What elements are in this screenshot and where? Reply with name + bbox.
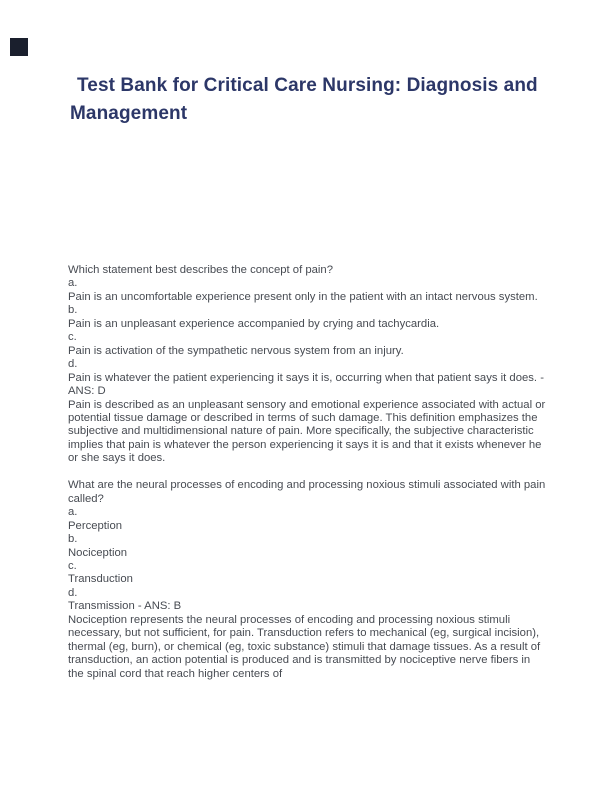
question-prompt: Which statement best describes the concept of pain? (68, 264, 333, 276)
option-letter-a: a. (68, 277, 78, 290)
option-letter-a: a. (68, 506, 78, 519)
option-letter-b: b. (68, 304, 78, 317)
question-prompt: What are the neural processes of encoding and processing noxious stimuli associated with pain called? (68, 479, 546, 505)
option-text-d: Transmission - ANS: B (68, 600, 182, 613)
option-letter-c: c. (68, 559, 77, 572)
option-text-a: Perception (68, 519, 123, 532)
option-letter-d: d. (68, 586, 78, 599)
question-block-1 (68, 264, 548, 466)
option-text-c: Pain is activation of the sympathetic nervous system from an injury. (68, 344, 404, 357)
question-block-2 (68, 479, 548, 681)
document-body (68, 264, 548, 681)
page-title (70, 72, 544, 128)
option-text-a: Pain is an uncomfortable experience present only in the patient with an intact nervous system. (68, 290, 538, 303)
page-title-line-2: Management (70, 103, 188, 124)
corner-mark (10, 38, 28, 56)
answer-rationale: Pain is described as an unpleasant sensory and emotional experience associated with actual or potential tissue damage or described in terms of such damage. This definition emphasizes the subjective and multidimensional nature of pain. More specifically, the subjective characteristic implies that pain is whatever the person experiencing it says it is and that it exists whenever he or she says it does. (68, 398, 546, 465)
option-letter-c: c. (68, 331, 77, 344)
option-text-d: Pain is whatever the patient experiencing it says it is, occurring when that patient says it does. - ANS: D (68, 371, 544, 398)
option-text-b: Pain is an unpleasant experience accompanied by crying and tachycardia. (68, 317, 440, 330)
page-title-line-1: Test Bank for Critical Care Nursing: Diagnosis and (77, 75, 538, 96)
option-letter-d: d. (68, 358, 78, 371)
answer-rationale: Nociception represents the neural processes of encoding and processing noxious stimuli necessary, but not sufficient, for pain. Transduction refers to mechanical (eg, surgical incision), thermal (eg, burn), or chemical (eg, toxic substance) stimuli that damage tissues. As a result of transduction, an action potential is produced and is transmitted by nociceptive nerve fibers in the spinal cord that reach higher centers of (68, 613, 541, 680)
option-text-b: Nociception (68, 546, 128, 559)
option-text-c: Transduction (68, 573, 133, 586)
option-letter-b: b. (68, 533, 78, 546)
